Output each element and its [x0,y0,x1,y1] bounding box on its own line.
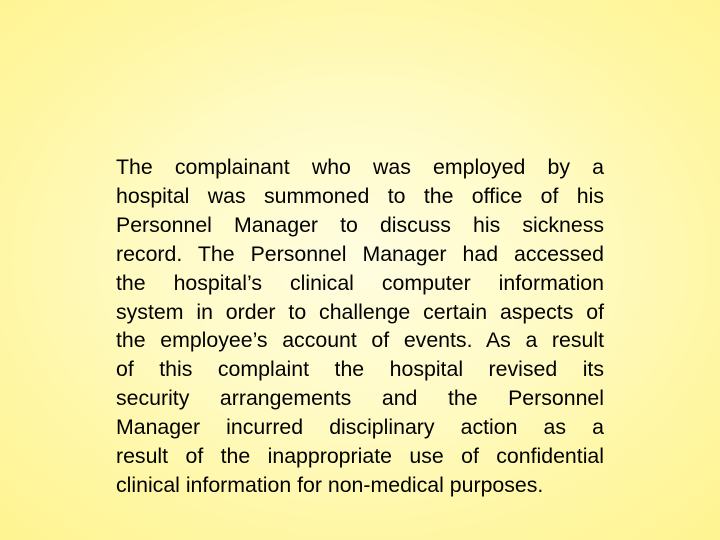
paragraph-line: clinical information for non-medical purposes. [116,472,544,497]
paragraph-line: the hospital’s clinical computer information [116,270,604,295]
paragraph-line: security arrangements and the Personnel [116,386,604,411]
paragraph-line: The complainant who was employed by a [116,155,604,179]
paragraph-line: the employee’s account of events. As a result [116,328,604,353]
paragraph-line: Personnel Manager to discuss his sickness [116,212,604,237]
paragraph-line: Manager incurred disciplinary action as a [116,415,604,440]
paragraph-line: result of the inappropriate use of confidential [116,444,604,469]
paragraph-line: record. The Personnel Manager had accessed [116,241,604,266]
paragraph-line: of this complaint the hospital revised its [116,357,604,382]
paragraph-line: system in order to challenge certain aspects of [116,299,604,324]
body-paragraph [116,153,604,500]
paragraph-line: hospital was summoned to the office of his [116,183,604,208]
